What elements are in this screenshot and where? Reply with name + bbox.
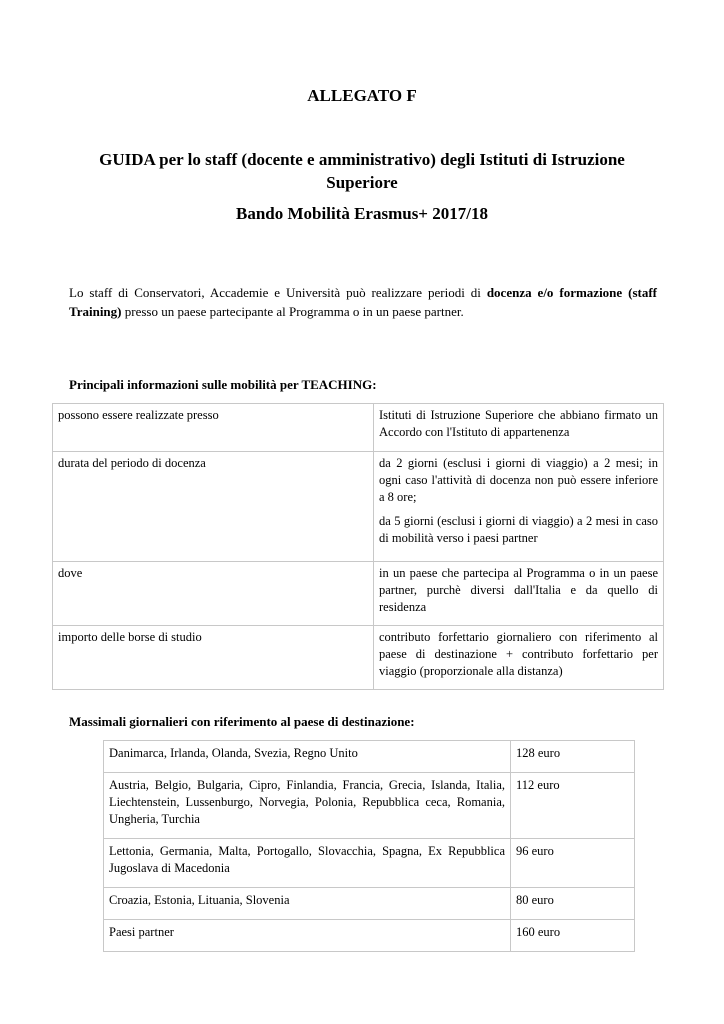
guide-title: GUIDA per lo staff (docente e amministrativo) degli Istituti di Istruzione Superiore xyxy=(99,150,625,192)
teaching-heading: Principali informazioni sulle mobilità per TEACHING: xyxy=(69,377,377,392)
teaching-value: contributo forfettario giornaliero con riferimento al paese di destinazione + contributo forfettario per viaggio (proporzionale alla distanza) xyxy=(374,626,664,690)
intro-paragraph xyxy=(69,283,657,321)
annex-title: ALLEGATO F xyxy=(307,86,417,105)
teaching-value: Istituti di Istruzione Superiore che abbiano firmato un Accordo con l'Istituto di appartenenza xyxy=(374,404,664,452)
teaching-key: possono essere realizzate presso xyxy=(53,404,374,452)
teaching-key: importo delle borse di studio xyxy=(53,626,374,690)
table-row xyxy=(104,839,635,888)
teaching-table xyxy=(52,403,664,690)
amount-cell: 128 euro xyxy=(511,741,635,773)
table-row xyxy=(104,888,635,920)
teaching-key: dove xyxy=(53,562,374,626)
amount-cell: 80 euro xyxy=(511,888,635,920)
amount-cell: 96 euro xyxy=(511,839,635,888)
maximums-heading: Massimali giornalieri con riferimento al paese di destinazione: xyxy=(69,714,415,729)
table-row xyxy=(53,404,664,452)
table-row xyxy=(104,741,635,773)
table-row xyxy=(53,452,664,562)
countries-cell: Croazia, Estonia, Lituania, Slovenia xyxy=(104,888,511,920)
teaching-value: da 2 giorni (esclusi i giorni di viaggio) a 2 mesi; in ogni caso l'attività di docenza non può essere inferiore a 8 ore; da 5 giorni (esclusi i giorni di viaggio) a 2 mesi in caso di mobilità verso i paesi partner xyxy=(374,452,664,562)
table-row xyxy=(104,773,635,839)
bando-title: Bando Mobilità Erasmus+ 2017/18 xyxy=(236,204,488,223)
table-row xyxy=(53,562,664,626)
maximums-table xyxy=(103,740,635,952)
countries-cell: Austria, Belgio, Bulgaria, Cipro, Finlandia, Francia, Grecia, Islanda, Italia, Liechtenstein, Lussenburgo, Norvegia, Polonia, Repubblica ceca, Romania, Ungheria, Turchia xyxy=(104,773,511,839)
table-row xyxy=(53,626,664,690)
intro-text-after: presso un paese partecipante al Programma o in un paese partner. xyxy=(121,304,464,319)
countries-cell: Danimarca, Irlanda, Olanda, Svezia, Regno Unito xyxy=(104,741,511,773)
intro-bold: docenza e/o formazione (staff Training) xyxy=(69,285,658,319)
countries-cell: Paesi partner xyxy=(104,920,511,952)
intro-text-before: Lo staff di Conservatori, Accademie e Università può realizzare periodi di xyxy=(69,285,487,300)
amount-cell: 160 euro xyxy=(511,920,635,952)
teaching-value: in un paese che partecipa al Programma o in un paese partner, purchè diversi dall'Italia e da quello di residenza xyxy=(374,562,664,626)
countries-cell: Lettonia, Germania, Malta, Portogallo, Slovacchia, Spagna, Ex Repubblica Jugoslava di Macedonia xyxy=(104,839,511,888)
table-row xyxy=(104,920,635,952)
amount-cell: 112 euro xyxy=(511,773,635,839)
teaching-key: durata del periodo di docenza xyxy=(53,452,374,562)
